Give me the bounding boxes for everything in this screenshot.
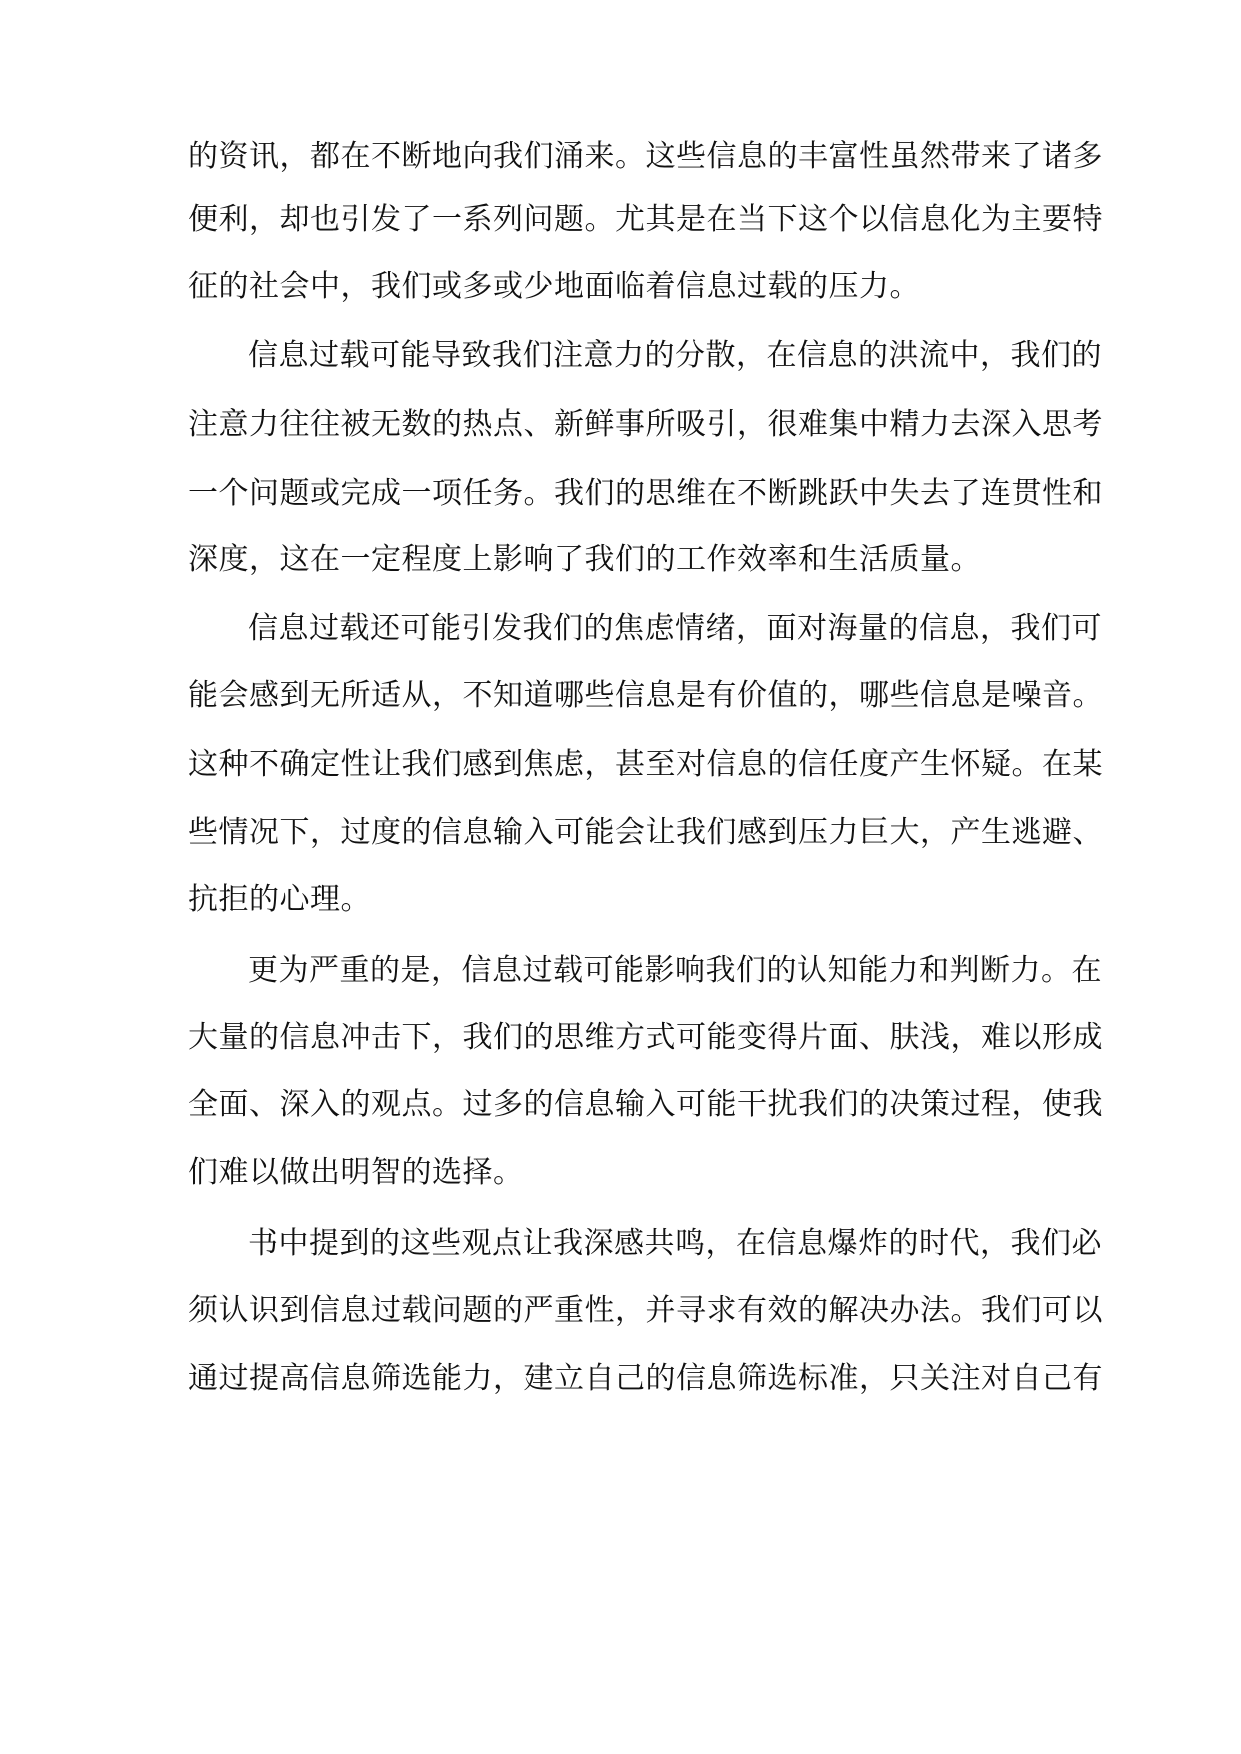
- text-line: 些情况下，过度的信息输入可能会让我们感到压力巨大，产生逃避、: [188, 815, 1103, 850]
- text-line: 们难以做出明智的选择。: [188, 1155, 524, 1190]
- text-line: 深度，这在一定程度上影响了我们的工作效率和生活质量。: [188, 542, 981, 577]
- text-line: 须认识到信息过载问题的严重性，并寻求有效的解决办法。我们可以: [188, 1293, 1103, 1328]
- text-line: 征的社会中，我们或多或少地面临着信息过载的压力。: [188, 269, 920, 304]
- text-line: 信息过载可能导致我们注意力的分散，在信息的洪流中，我们的: [248, 338, 1102, 373]
- text-line: 注意力往往被无数的热点、新鲜事所吸引，很难集中精力去深入思考: [188, 407, 1103, 442]
- text-line: 的资讯，都在不断地向我们涌来。这些信息的丰富性虽然带来了诸多: [188, 139, 1103, 174]
- text-line: 抗拒的心理。: [188, 882, 371, 917]
- text-line: 书中提到的这些观点让我深感共鸣，在信息爆炸的时代，我们必: [248, 1226, 1102, 1261]
- text-line: 便利，却也引发了一系列问题。尤其是在当下这个以信息化为主要特: [188, 202, 1103, 237]
- text-line: 全面、深入的观点。过多的信息输入可能干扰我们的决策过程，使我: [188, 1087, 1103, 1122]
- text-line: 这种不确定性让我们感到焦虑，甚至对信息的信任度产生怀疑。在某: [188, 747, 1103, 782]
- text-line: 能会感到无所适从，不知道哪些信息是有价值的，哪些信息是噪音。: [188, 678, 1103, 713]
- text-line: 大量的信息冲击下，我们的思维方式可能变得片面、肤浅，难以形成: [188, 1020, 1103, 1055]
- text-line: 信息过载还可能引发我们的焦虑情绪，面对海量的信息，我们可: [248, 611, 1102, 646]
- text-line: 通过提高信息筛选能力，建立自己的信息筛选标准，只关注对自己有: [188, 1361, 1103, 1396]
- text-line: 更为严重的是，信息过载可能影响我们的认知能力和判断力。在: [248, 953, 1102, 988]
- text-line: 一个问题或完成一项任务。我们的思维在不断跳跃中失去了连贯性和: [188, 476, 1103, 511]
